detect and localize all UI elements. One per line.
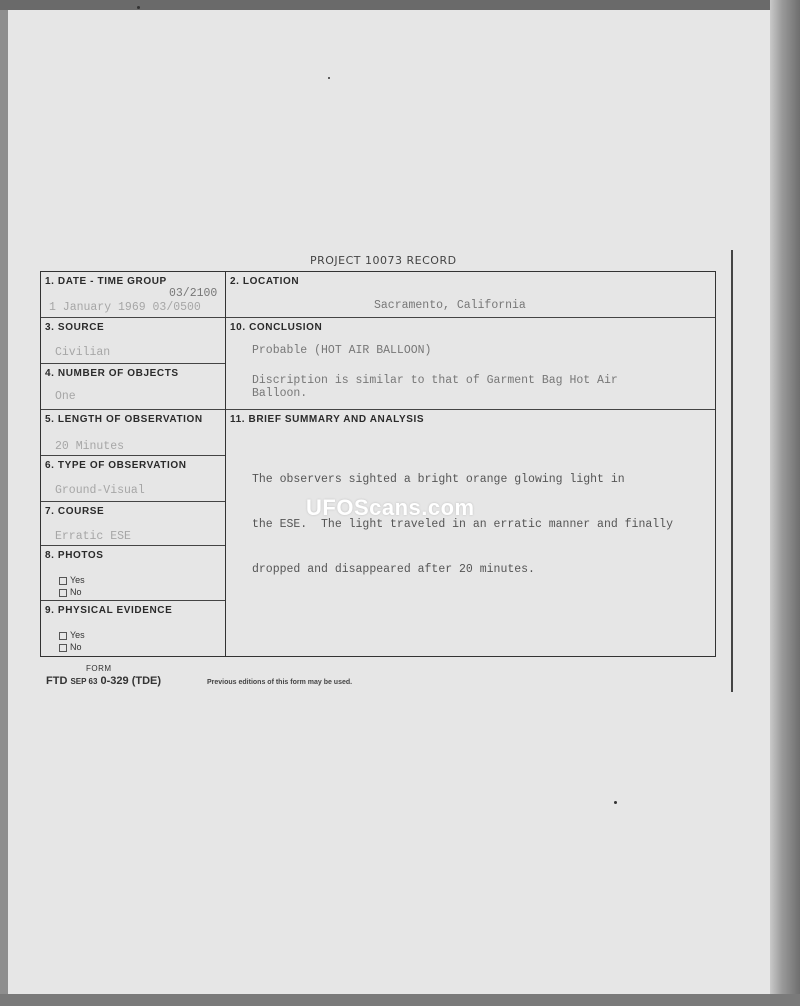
footer-number: 0-329 (TDE) <box>100 675 162 687</box>
footer-note: Previous editions of this form may be used. <box>207 679 353 686</box>
physical-evidence-yes-option <box>59 630 85 640</box>
left-column <box>41 272 226 656</box>
summary-text <box>252 442 722 607</box>
summary-line2: the ESE. The light traveled in an erratic manner and finally <box>252 518 673 531</box>
course-value: Erratic ESE <box>55 530 131 543</box>
scan-edge-bottom <box>0 994 800 1006</box>
right-column <box>226 272 715 656</box>
course-cell <box>41 502 225 546</box>
date-time-cell <box>41 272 225 318</box>
photos-cell <box>41 546 225 601</box>
length-of-observation-label: 5. LENGTH OF OBSERVATION <box>45 414 203 425</box>
type-of-observation-value: Ground-Visual <box>55 484 145 497</box>
summary-cell <box>226 410 715 656</box>
summary-label: 11. BRIEF SUMMARY AND ANALYSIS <box>230 414 425 425</box>
physical-evidence-cell <box>41 601 225 656</box>
time-value: 03/2100 <box>169 287 218 300</box>
conclusion-label: 10. CONCLUSION <box>230 322 323 333</box>
date-value: 1 January 1969 03/0500 <box>49 301 201 314</box>
source-label: 3. SOURCE <box>45 322 105 333</box>
photos-label: 8. PHOTOS <box>45 550 104 561</box>
watermark: UFOScans.com <box>306 495 475 520</box>
footer-date: SEP 63 <box>70 677 98 686</box>
course-label: 7. COURSE <box>45 506 105 517</box>
type-of-observation-cell <box>41 456 225 502</box>
photos-yes-label: Yes <box>70 575 85 585</box>
physical-evidence-no-label: No <box>70 642 82 652</box>
photos-no-label: No <box>70 587 82 597</box>
source-value: Civilian <box>55 346 111 359</box>
number-of-objects-label: 4. NUMBER OF OBJECTS <box>45 368 179 379</box>
margin-rule <box>731 250 733 692</box>
footer-form-word: FORM <box>86 664 112 673</box>
footer-ftd: FTD <box>46 675 68 687</box>
speck <box>614 801 617 804</box>
summary-line1: The observers sighted a bright orange glowing light in <box>252 473 625 486</box>
location-value: Sacramento, California <box>374 299 526 312</box>
source-cell <box>41 318 225 364</box>
conclusion-note-line1: Discription is similar to that of Garment Bag Hot Air <box>252 374 618 387</box>
length-of-observation-cell <box>41 410 225 456</box>
conclusion-cell <box>226 318 715 410</box>
checkbox-icon <box>59 589 67 597</box>
speck <box>328 77 330 79</box>
record-form <box>40 271 716 657</box>
footer-form-id <box>46 675 161 687</box>
scan-edge-top <box>0 0 800 10</box>
checkbox-icon <box>59 644 67 652</box>
number-of-objects-cell <box>41 364 225 410</box>
length-of-observation-value: 20 Minutes <box>55 440 125 453</box>
form-title: PROJECT 10073 RECORD <box>310 254 457 267</box>
location-cell <box>226 272 715 318</box>
checkbox-icon <box>59 577 67 585</box>
type-of-observation-label: 6. TYPE OF OBSERVATION <box>45 460 187 471</box>
date-time-label: 1. DATE - TIME GROUP <box>45 276 167 287</box>
location-label: 2. LOCATION <box>230 276 300 287</box>
photos-yes-option <box>59 575 85 585</box>
summary-line3: dropped and disappeared after 20 minutes. <box>252 563 535 576</box>
checkbox-icon <box>59 632 67 640</box>
physical-evidence-no-option <box>59 642 82 652</box>
scan-edge-right <box>770 0 800 1006</box>
physical-evidence-yes-label: Yes <box>70 630 85 640</box>
speck <box>137 6 140 9</box>
number-of-objects-value: One <box>55 390 76 403</box>
conclusion-value: Probable (HOT AIR BALLOON) <box>252 344 432 357</box>
physical-evidence-label: 9. PHYSICAL EVIDENCE <box>45 605 173 616</box>
conclusion-note-line2: Balloon. <box>252 387 308 400</box>
photos-no-option <box>59 587 82 597</box>
